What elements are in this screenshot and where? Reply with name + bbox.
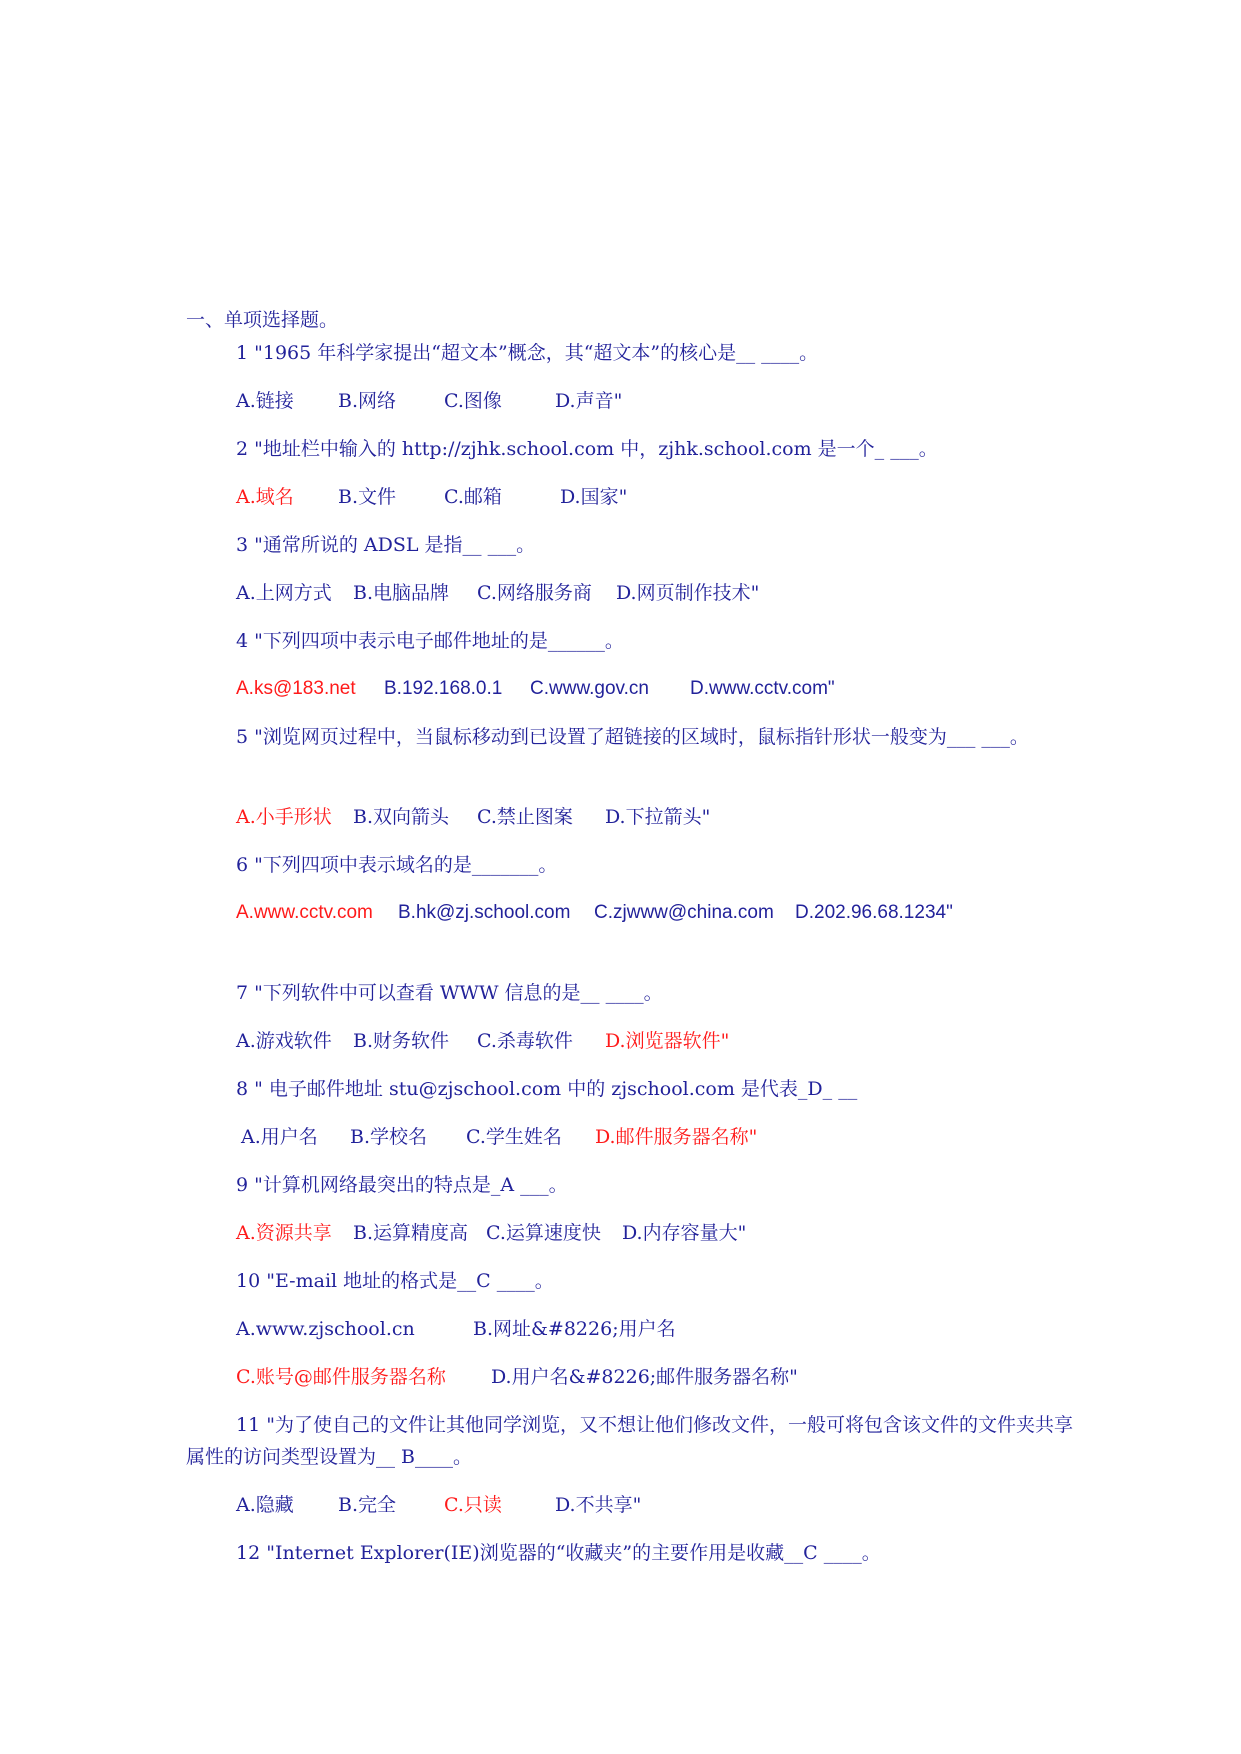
q5-option-b: B.双向箭头 [353,806,450,828]
q9-option-d: D.内存容量大" [622,1222,747,1244]
q3-option-a: A.上网方式 [236,582,332,604]
question-10-options-row1 [236,1317,1136,1341]
question-9-stem: 9 "计算机网络最突出的特点是_A ___。 [236,1174,568,1196]
question-9-options [236,1221,1136,1245]
question-8-options [241,1125,1141,1149]
question-4-options [236,677,1136,701]
q2-option-c: C.邮箱 [444,486,502,508]
question-5-stem: 5 "浏览网页过程中，当鼠标移动到已设置了超链接的区域时，鼠标指针形状一般变为___ ___。 [236,726,1029,748]
question-11-stem-continued: 属性的访问类型设置为__ B____。 [186,1446,473,1468]
question-12-stem: 12 "Internet Explorer(IE)浏览器的“收藏夹”的主要作用是收藏__C ____。 [236,1542,881,1564]
q9-option-a: A.资源共享 [236,1222,332,1244]
q10-option-b: B.网址&#8226;用户名 [473,1318,676,1340]
q7-option-c: C.杀毒软件 [477,1030,573,1052]
q10-option-c: C.账号@邮件服务器名称 [236,1366,446,1388]
q8-option-d: D.邮件服务器名称" [595,1126,758,1148]
q3-option-c: C.网络服务商 [477,582,592,604]
question-10-options-row2 [236,1365,1136,1389]
question-11-options [236,1493,1136,1517]
q3-option-b: B.电脑品牌 [353,582,450,604]
question-11-stem: 11 "为了使自己的文件让其他同学浏览，又不想让他们修改文件，一般可将包含该文件的文件夹共享 [236,1414,1073,1436]
q6-option-b: B.hk@zj.school.com [398,902,571,923]
q1-option-a: A.链接 [236,390,294,412]
q11-option-c: C.只读 [444,1494,502,1516]
q2-option-b: B.文件 [338,486,397,508]
question-5-options [236,805,1136,829]
q4-option-d: D.www.cctv.com" [690,678,835,699]
question-7-options [236,1029,1136,1053]
q8-option-c: C.学生姓名 [466,1126,562,1148]
q11-option-b: B.完全 [338,1494,397,1516]
q1-option-b: B.网络 [338,390,397,412]
q1-option-c: C.图像 [444,390,502,412]
q2-option-d: D.国家" [560,486,628,508]
question-8-stem: 8 " 电子邮件地址 stu@zjschool.com 中的 zjschool.com 是代表_D_ __ [236,1078,858,1100]
question-7-stem: 7 "下列软件中可以查看 WWW 信息的是__ ____。 [236,982,663,1004]
q9-option-b: B.运算精度高 [353,1222,469,1244]
question-6-options [236,901,1136,925]
section-title: 一、单项选择题。 [186,309,339,331]
q6-option-d: D.202.96.68.1234" [795,902,953,923]
q5-option-c: C.禁止图案 [477,806,573,828]
q7-option-b: B.财务软件 [353,1030,450,1052]
q8-option-b: B.学校名 [350,1126,428,1148]
q7-option-a: A.游戏软件 [236,1030,332,1052]
q10-option-d: D.用户名&#8226;邮件服务器名称" [491,1366,798,1388]
question-1-options [236,389,1136,413]
question-1-stem: 1 "1965 年科学家提出“超文本”概念，其“超文本”的核心是__ ____。 [236,342,819,364]
q4-option-b: B.192.168.0.1 [384,678,503,699]
question-6-stem: 6 "下列四项中表示域名的是_______。 [236,854,558,876]
q11-option-a: A.隐藏 [236,1494,294,1516]
q9-option-c: C.运算速度快 [486,1222,601,1244]
question-10-stem: 10 "E-mail 地址的格式是__C ____。 [236,1270,554,1292]
q10-option-a: A.www.zjschool.cn [236,1318,415,1340]
q8-option-a: A.用户名 [241,1126,318,1148]
question-3-stem: 3 "通常所说的 ADSL 是指__ ___。 [236,534,536,556]
question-4-stem: 4 "下列四项中表示电子邮件地址的是______。 [236,630,624,652]
question-2-stem: 2 "地址栏中输入的 http://zjhk.school.com 中，zjhk.school.com 是一个_ ___。 [236,438,938,460]
q4-option-a: A.ks@183.net [236,678,356,699]
q6-option-a: A.www.cctv.com [236,902,373,923]
q6-option-c: C.zjwww@china.com [594,902,774,923]
question-3-options [236,581,1136,605]
q5-option-d: D.下拉箭头" [605,806,711,828]
q5-option-a: A.小手形状 [236,806,332,828]
q2-option-a: A.域名 [236,486,294,508]
q11-option-d: D.不共享" [555,1494,642,1516]
q3-option-d: D.网页制作技术" [616,582,760,604]
question-2-options [236,485,1136,509]
q1-option-d: D.声音" [555,390,623,412]
q7-option-d: D.浏览器软件" [605,1030,730,1052]
q4-option-c: C.www.gov.cn [530,678,649,699]
